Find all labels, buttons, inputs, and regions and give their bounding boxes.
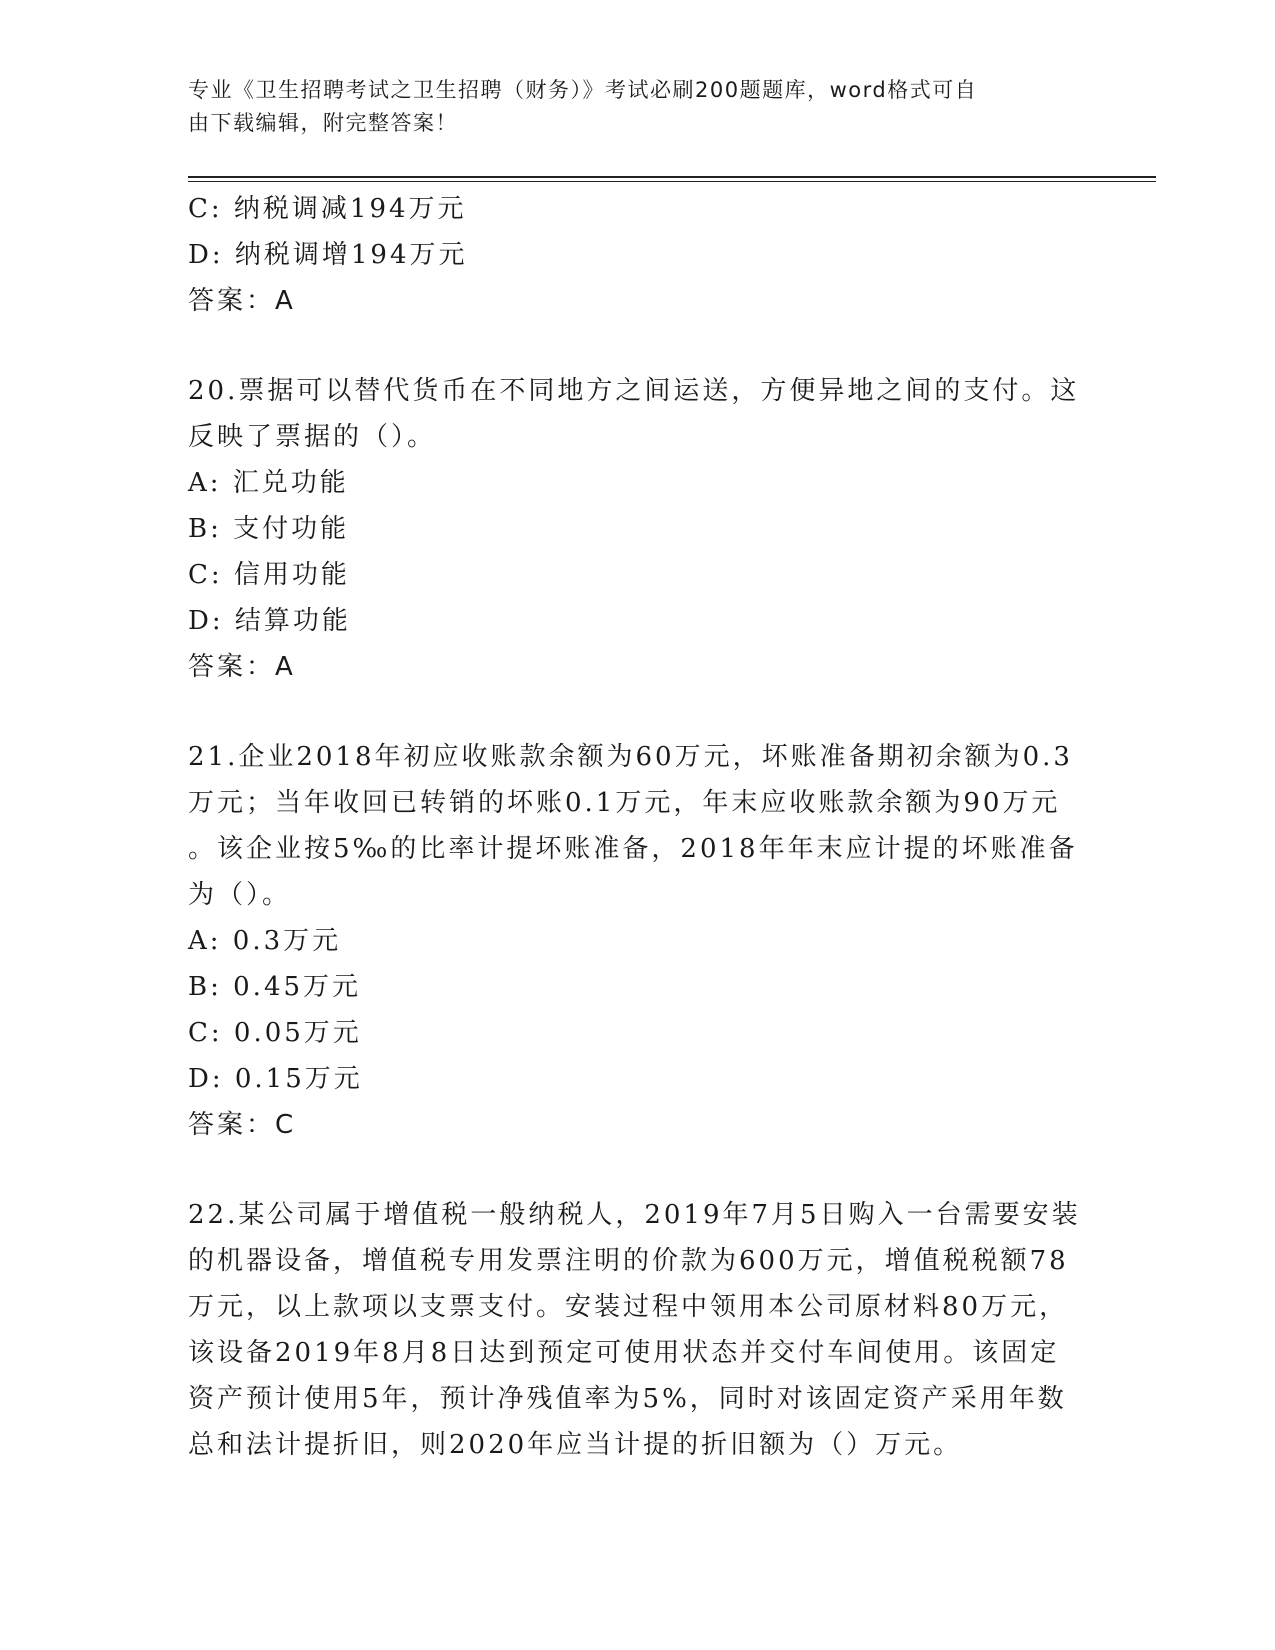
question-22: [188, 1192, 1088, 1468]
option-d: D: 0.15万元: [188, 1064, 363, 1094]
option-b: B: 0.45万元: [188, 972, 362, 1002]
question-text-line: 。该企业按5‰的比率计提坏账准备，2018年年末应计提的坏账准备: [188, 834, 1078, 864]
question-20: [188, 368, 1088, 690]
question-text-line: 万元，以上款项以支票支付。安装过程中领用本公司原材料80万元，: [188, 1292, 1069, 1322]
question-text-line: 资产预计使用5年，预计净残值率为5%，同时对该固定资产采用年数: [188, 1384, 1067, 1414]
option-d: D: 纳税调增194万元: [188, 240, 468, 270]
answer-line: 答案：A: [188, 652, 296, 682]
header-divider: [188, 176, 1156, 182]
question-text-line: 20.票据可以替代货币在不同地方之间运送，方便异地之间的支付。这: [188, 376, 1080, 406]
prev-question-block: [188, 186, 1088, 324]
question-text-line: 21.企业2018年初应收账款余额为60万元，坏账准备期初余额为0.3: [188, 742, 1073, 772]
question-content: [188, 186, 1088, 1468]
answer-line: 答案：A: [188, 286, 296, 316]
option-c: C: 信用功能: [188, 560, 350, 590]
option-a: A: 0.3万元: [188, 926, 342, 956]
page-header: [188, 74, 1068, 140]
option-c: C: 0.05万元: [188, 1018, 362, 1048]
question-text-line: 的机器设备，增值税专用发票注明的价款为600万元，增值税税额78: [188, 1246, 1069, 1276]
header-line-2: 由下载编辑，附完整答案！: [188, 111, 458, 135]
option-a: A: 汇兑功能: [188, 468, 349, 498]
option-c: C: 纳税调减194万元: [188, 194, 467, 224]
question-text-line: 反映了票据的（）。: [188, 422, 437, 452]
question-text-line: 总和法计提折旧，则2020年应当计提的折旧额为（）万元。: [188, 1430, 963, 1460]
header-line-1: 专业《卫生招聘考试之卫生招聘（财务）》考试必刷200题题库，word格式可自: [188, 78, 978, 102]
question-21: [188, 734, 1088, 1148]
question-text-line: 为（）。: [188, 880, 292, 910]
question-text-line: 22.某公司属于增值税一般纳税人，2019年7月5日购入一台需要安装: [188, 1200, 1081, 1230]
option-d: D: 结算功能: [188, 606, 351, 636]
option-b: B: 支付功能: [188, 514, 350, 544]
answer-line: 答案：C: [188, 1110, 297, 1140]
question-text-line: 该设备2019年8月8日达到预定可使用状态并交付车间使用。该固定: [188, 1338, 1060, 1368]
question-text-line: 万元；当年收回已转销的坏账0.1万元，年末应收账款余额为90万元: [188, 788, 1061, 818]
